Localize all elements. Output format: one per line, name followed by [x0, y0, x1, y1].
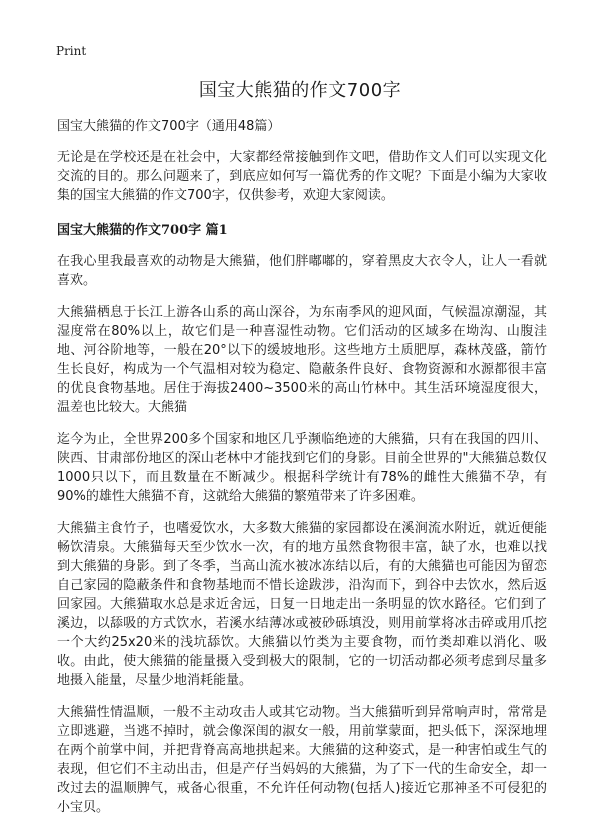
print-link[interactable]: Print [56, 44, 87, 58]
section-heading: 国宝大熊猫的作文700字 篇1 [57, 223, 228, 238]
article-paragraph: 大熊猫性情温顺，一般不主动攻击人或其它动物。当大熊猫听到异常响声时，常常是立即逃避，当逃不掉时，就会像深闺的淑女一般，用前掌蒙面，把头低下，深深地埋在两个前掌中间，并把背脊高高地拱起来。大熊猫的这种姿式，是一种害怕或生气的表现，但它们不主动出击，但是产仔当妈妈的大熊猫，为了下一代的生命安全，却一改过去的温顺脾气，戒备心很重，不允许任何动物(包括人)接近它那神圣不可侵犯的小宝贝。 [57, 705, 547, 815]
page-title: 国宝大熊猫的作文700字 [198, 80, 402, 101]
article-paragraph: 大熊猫栖息于长江上游各山系的高山深谷，为东南季风的迎风面，气候温凉潮湿，其湿度常在80%以上，故它们是一种喜湿性动物。它们活动的区域多在坳沟、山腹洼地、河谷阶地等，一般在20°以下的缓坡地形。这些地方土质肥厚，森林茂盛，箭竹生长良好，构成为一个气温相对较为稳定、隐蔽条件良好、食物资源和水源都很丰富的优良食物基地。居住于海拔2400~3500米的高山竹林中。其生活环境湿度很大，温差也比较大。大熊猫 [57, 305, 547, 415]
article-paragraph: 在我心里我最喜欢的动物是大熊猫，他们胖嘟嘟的，穿着黑皮大衣令人，让人一看就喜欢。 [57, 254, 547, 288]
article-paragraph: 大熊猫主食竹子，也嗜爱饮水，大多数大熊猫的家园都设在溪涧流水附近，就近便能畅饮清泉。大熊猫每天至少饮水一次，有的地方虽然食物很丰富，缺了水，也难以找到大熊猫的身影。到了冬季，当高山流水被冰冻结以后，有的大熊猫也可能因为留恋自己家园的隐蔽条件和食物基地而不惜长途跋涉，沿沟而下，到谷中去饮水，然后返回家园。大熊猫取水总是求近舍远，日复一日地走出一条明显的饮水路径。它们到了溪边，以舔吸的方式饮水，若溪水结薄冰或被砂砾填没，则用前掌将冰击碎或用爪挖一个大约25x20米的浅坑舔饮。大熊猫以竹类为主要食物，而竹类却难以消化、吸收。由此，使大熊猫的能量摄入受到极大的限制，它的一切活动都必须考虑到尽量多地摄入能量，尽量少地消耗能量。 [57, 521, 547, 688]
article-paragraph: 迄今为止，全世界200多个国家和地区几乎濒临绝迹的大熊猫，只有在我国的四川、陕西、甘肃部份地区的深山老林中才能找到它们的身影。目前全世界的"大熊猫总数仅1000只以下，而且数量在不断减少。根据科学统计有78%的雌性大熊猫不孕，有90%的雄性大熊猫不育，这就给大熊猫的繁殖带来了许多困难。 [57, 432, 547, 504]
intro-paragraph: 无论是在学校还是在社会中，大家都经常接触到作文吧，借助作文人们可以实现文化交流的目的。那么问题来了，到底应如何写一篇优秀的作文呢？下面是小编为大家收集的国宝大熊猫的作文700字，仅供参考，欢迎大家阅读。 [57, 150, 547, 203]
article-body [57, 118, 547, 830]
article-subtitle: 国宝大熊猫的作文700字（通用48篇） [57, 119, 281, 134]
